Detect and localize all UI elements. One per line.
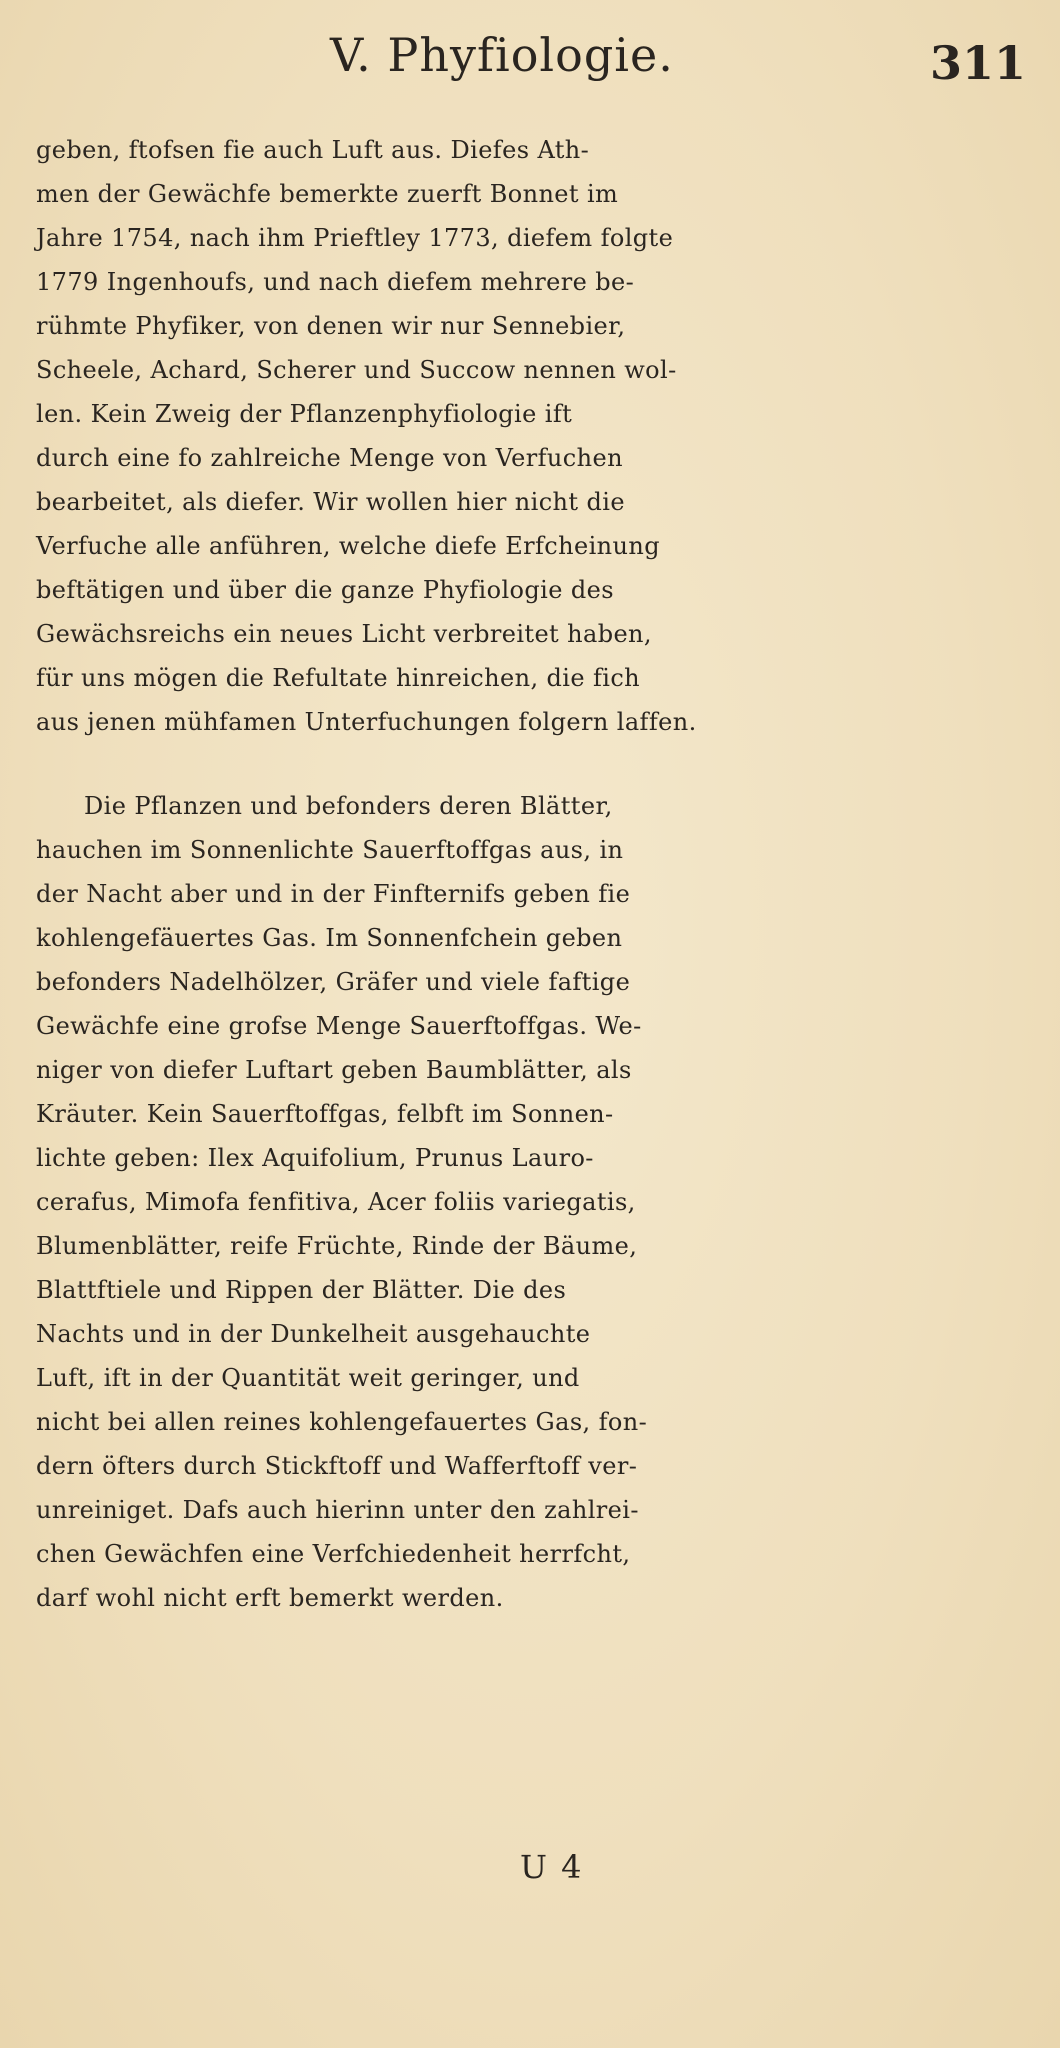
page-header [0,22,1060,92]
text-line: Gewächfe eine grofse Menge Sauerftoffgas. We- [36,1012,642,1040]
text-line: Jahre 1754, nach ihm Prieftley 1773, diefem folgte [36,224,674,252]
signature-mark: U 4 [520,1848,584,1886]
text-line: Blattftiele und Rippen der Blätter. Die des [36,1276,567,1304]
text-line: Kräuter. Kein Sauerftoffgas, felbft im Sonnen- [36,1100,614,1128]
body-text [36,128,1036,1620]
text-line: nicht bei allen reines kohlengefauertes Gas, fon- [36,1408,648,1436]
text-line: darf wohl nicht erft bemerkt werden. [36,1584,504,1612]
text-line: rühmte Phyfiker, von denen wir nur Sennebier, [36,312,626,340]
text-line: men der Gewächfe bemerkte zuerft Bonnet im [36,180,619,208]
paragraph-gap [36,744,1036,784]
text-line: Gewächsreichs ein neues Licht verbreitet haben, [36,620,652,648]
running-head: V. Phyfiologie. [330,28,674,82]
text-line: durch eine fo zahlreiche Menge von Verfuchen [36,444,623,472]
page-number: 311 [930,36,1027,90]
text-line: Die Pflanzen und befonders deren Blätter, [84,792,613,820]
text-line: aus jenen mühfamen Unterfuchungen folgern laffen. [36,708,697,736]
text-line: hauchen im Sonnenlichte Sauerftoffgas aus, in [36,836,624,864]
text-line: unreiniget. Dafs auch hierinn unter den zahlrei- [36,1496,639,1524]
text-line: beftätigen und über die ganze Phyfiologie des [36,576,614,604]
text-line: niger von diefer Luftart geben Baumblätter, als [36,1056,632,1084]
paragraph-2 [36,784,1036,1620]
text-line: Scheele, Achard, Scherer und Succow nennen wol- [36,356,677,384]
text-line: 1779 Ingenhoufs, und nach diefem mehrere be- [36,268,635,296]
text-line: Luft, ift in der Quantität weit geringer, und [36,1364,580,1392]
text-line: geben, ftofsen fie auch Luft aus. Diefes Ath- [36,136,590,164]
text-line: befonders Nadelhölzer, Gräfer und viele faftige [36,968,631,996]
text-line: kohlengefäuertes Gas. Im Sonnenfchein geben [36,924,623,952]
text-line: für uns mögen die Refultate hinreichen, die fich [36,664,641,692]
text-line: Nachts und in der Dunkelheit ausgehauchte [36,1320,591,1348]
text-line: cerafus, Mimofa fenfitiva, Acer foliis variegatis, [36,1188,636,1216]
text-line: Verfuche alle anführen, welche diefe Erfcheinung [36,532,661,560]
text-line: len. Kein Zweig der Pflanzenphyfiologie ift [36,400,573,428]
text-line: lichte geben: Ilex Aquifolium, Prunus Lauro- [36,1144,594,1172]
text-line: bearbeitet, als diefer. Wir wollen hier nicht die [36,488,625,516]
text-line: dern öfters durch Stickftoff und Wafferftoff ver- [36,1452,638,1480]
text-line: der Nacht aber und in der Finfternifs geben fie [36,880,631,908]
text-line: chen Gewächfen eine Verfchiedenheit herrfcht, [36,1540,631,1568]
paragraph-1 [36,128,1036,744]
text-line: Blumenblätter, reife Früchte, Rinde der Bäume, [36,1232,638,1260]
